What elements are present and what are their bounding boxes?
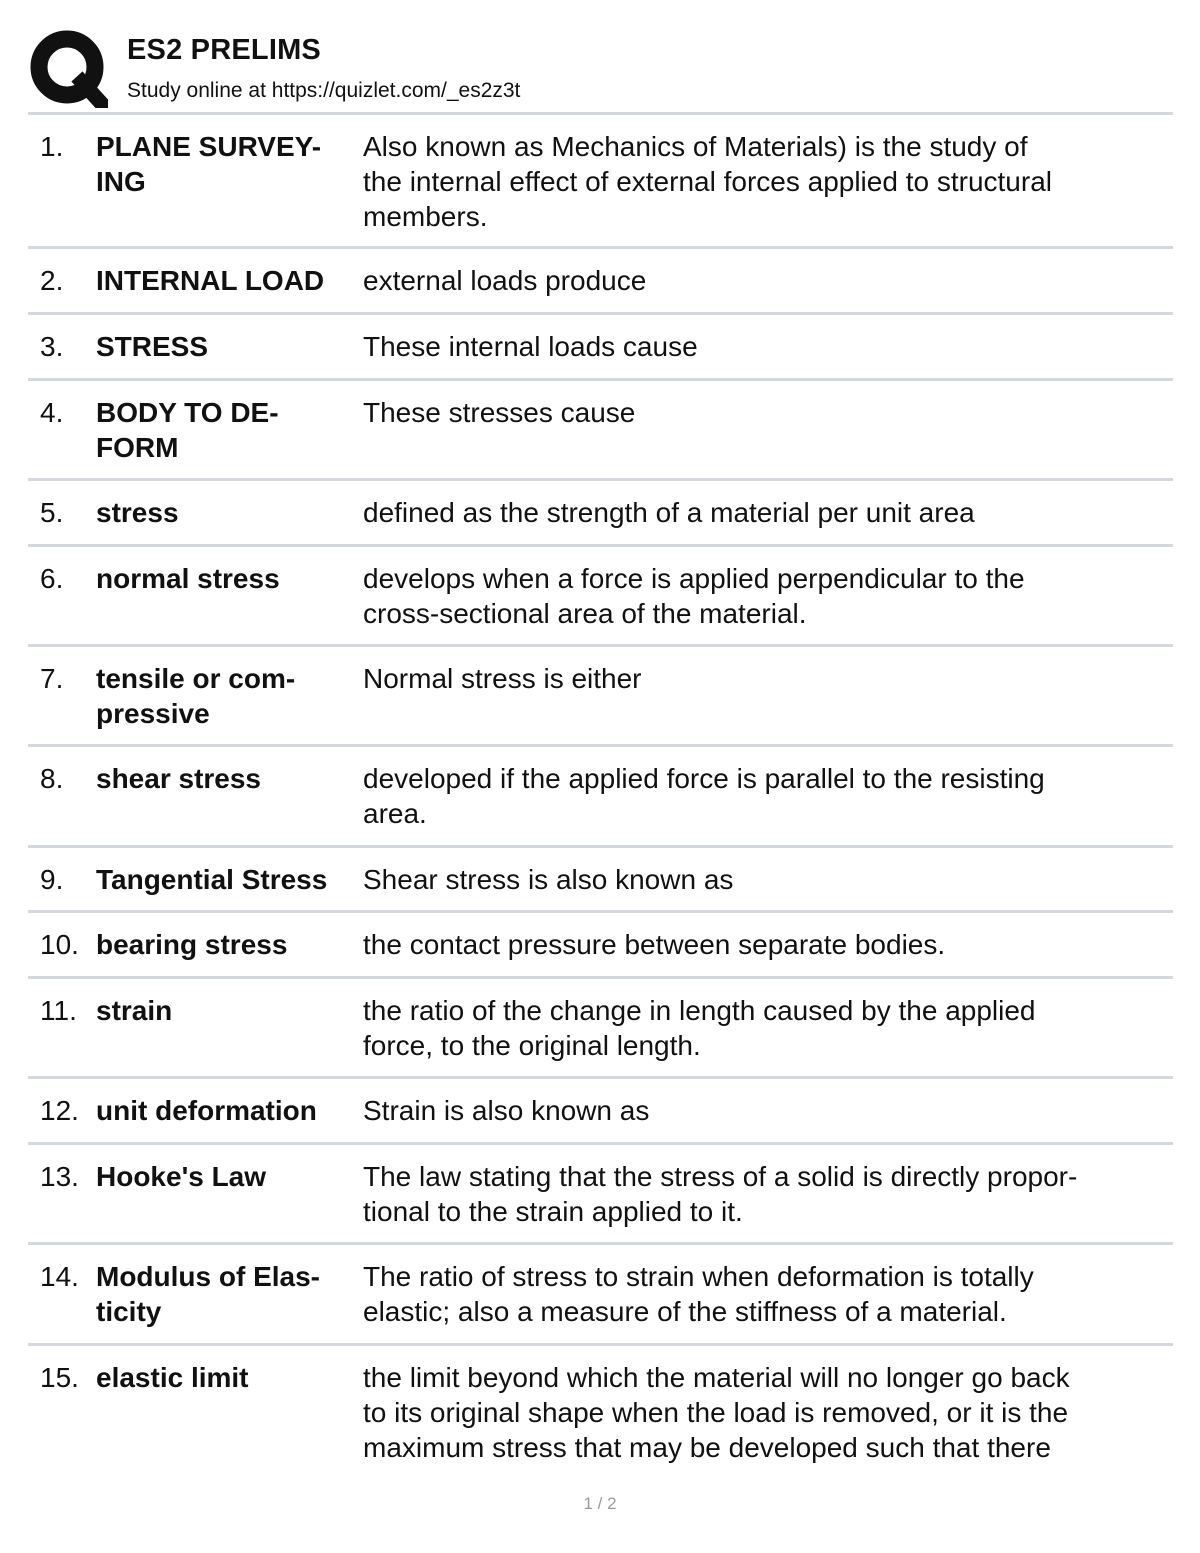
card-term: STRESS <box>96 331 209 362</box>
card-term: Tangential Stress <box>96 864 328 895</box>
card-definition: the ratio of the change in length caused by the applied force, to the original length. <box>363 995 1036 1061</box>
card-definition: These internal loads cause <box>363 331 698 362</box>
card-term: PLANE SURVEY- ING <box>96 131 322 197</box>
card-term: strain <box>96 995 173 1026</box>
card-definition: Also known as Mechanics of Materials) is the study of the internal effect of external forces applied to structural members. <box>363 131 1052 232</box>
card-definition: the limit beyond which the material will no longer go back to its original shape when the load is removed, or it is the maximum stress that may be developed such that there <box>363 1362 1070 1463</box>
card-number: 6. <box>40 563 64 594</box>
card-term: BODY TO DE- FORM <box>96 397 279 463</box>
flashcard-row <box>28 246 1173 312</box>
flashcard-row <box>28 1242 1173 1343</box>
flashcard-row <box>28 312 1173 378</box>
flashcard-row <box>28 1142 1173 1242</box>
flashcard-row <box>28 976 1173 1076</box>
card-number: 14. <box>40 1261 79 1292</box>
card-definition: Shear stress is also known as <box>363 864 734 895</box>
flashcard-row <box>28 845 1173 910</box>
flashcard-row <box>28 910 1173 976</box>
card-number: 13. <box>40 1161 79 1192</box>
flashcard-row <box>28 1076 1173 1142</box>
page-header <box>30 28 1170 112</box>
card-term: tensile or com- pressive <box>96 663 296 729</box>
card-definition: external loads produce <box>363 265 647 296</box>
card-number: 11. <box>40 995 77 1026</box>
card-term: elastic limit <box>96 1362 249 1393</box>
flashcard-row <box>28 1343 1173 1473</box>
flashcard-row <box>28 644 1173 744</box>
card-number: 9. <box>40 864 64 895</box>
card-term: bearing stress <box>96 929 288 960</box>
card-term: shear stress <box>96 763 262 794</box>
card-number: 5. <box>40 497 64 528</box>
flashcard-row <box>28 378 1173 478</box>
page-number: 1 / 2 <box>583 1494 617 1513</box>
card-term: normal stress <box>96 563 280 594</box>
quizlet-q-logo-icon <box>30 30 108 108</box>
card-number: 8. <box>40 763 64 794</box>
card-number: 2. <box>40 265 64 296</box>
flashcard-row <box>28 744 1173 845</box>
card-term: INTERNAL LOAD <box>96 265 325 296</box>
card-number: 4. <box>40 397 64 428</box>
card-term: Modulus of Elas- ticity <box>96 1261 320 1327</box>
card-number: 10. <box>40 929 79 960</box>
card-number: 15. <box>40 1362 79 1393</box>
card-number: 3. <box>40 331 64 362</box>
card-definition: developed if the applied force is parallel to the resisting area. <box>363 763 1045 829</box>
card-definition: These stresses cause <box>363 397 636 428</box>
card-definition: the contact pressure between separate bodies. <box>363 929 946 960</box>
card-term: stress <box>96 497 179 528</box>
flashcard-row <box>28 478 1173 544</box>
card-definition: The law stating that the stress of a solid is directly propor- tional to the strain applied to it. <box>363 1161 1078 1227</box>
card-number: 1. <box>40 131 64 162</box>
set-title: ES2 PRELIMS <box>127 34 321 66</box>
card-definition: develops when a force is applied perpendicular to the cross-sectional area of the material. <box>363 563 1025 629</box>
flashcard-row <box>28 112 1173 246</box>
card-number: 12. <box>40 1095 79 1126</box>
card-definition: defined as the strength of a material per unit area <box>363 497 975 528</box>
card-number: 7. <box>40 663 64 694</box>
card-definition: Strain is also known as <box>363 1095 650 1126</box>
flashcard-row <box>28 544 1173 644</box>
card-term: Hooke's Law <box>96 1161 267 1192</box>
card-term: unit deformation <box>96 1095 317 1126</box>
study-online-link[interactable]: Study online at https://quizlet.com/_es2z3t <box>127 79 521 102</box>
card-definition: The ratio of stress to strain when deformation is totally elastic; also a measure of the stiffness of a material. <box>363 1261 1034 1327</box>
card-definition: Normal stress is either <box>363 663 642 694</box>
flashcard-list <box>28 112 1173 1473</box>
